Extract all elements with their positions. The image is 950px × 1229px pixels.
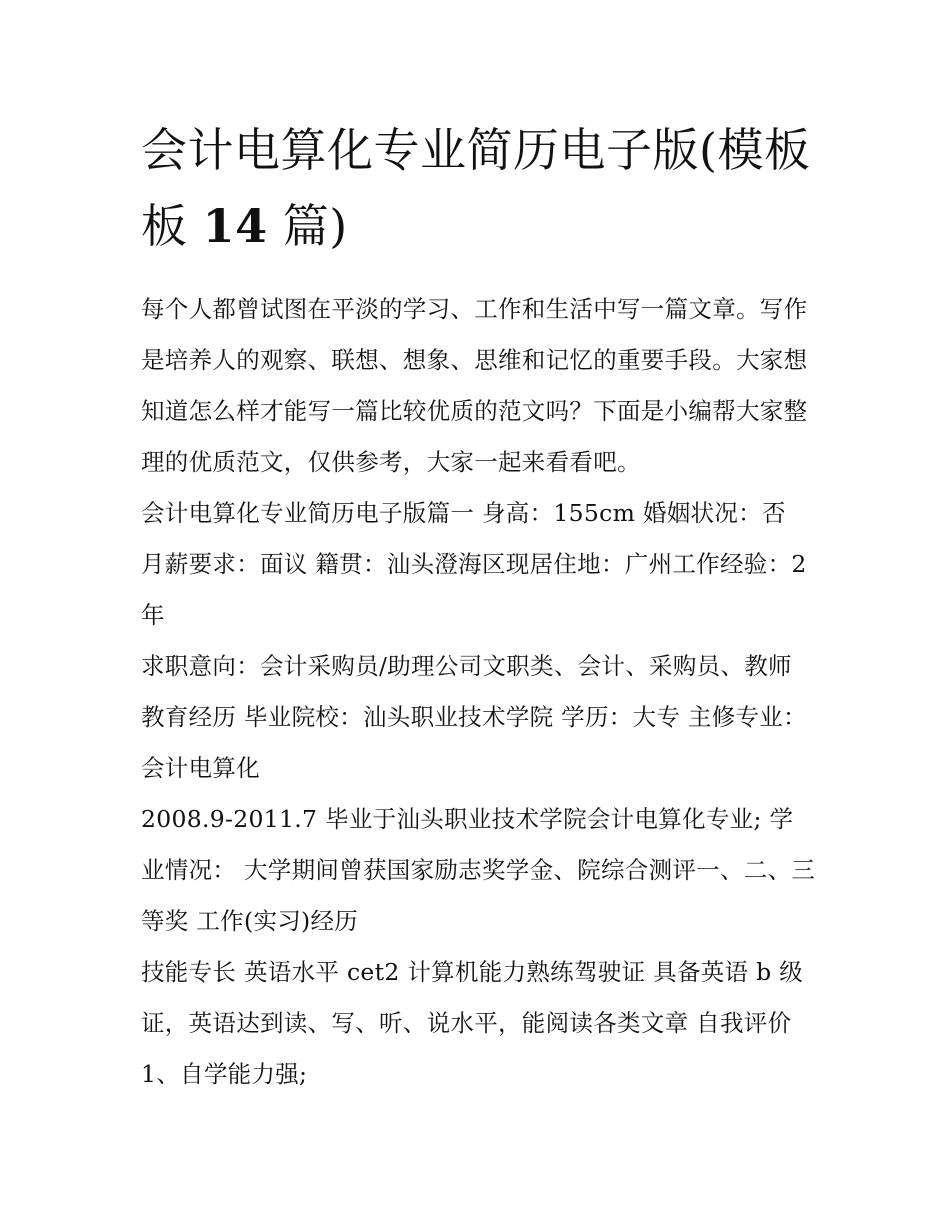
document-title xyxy=(141,112,816,264)
intro-paragraph: 每个人都曾试图在平淡的学习、工作和生活中写一篇文章。写作是培养人的观察、联想、想象、思维和记忆的重要手段。大家想知道怎么样才能写一篇比较优质的范文吗？下面是小编帮大家整理的优质范文，仅供参考，大家一起来看看吧。 xyxy=(141,295,808,476)
job-intention-paragraph: 求职意向：会计采购员/助理公司文职类、会计、采购员、教师 教育经历 毕业院校：汕头职业技术学院 学历：大专 主修专业：会计电算化 xyxy=(141,652,807,782)
skills-paragraph: 技能专长 英语水平 cet2 计算机能力熟练驾驶证 具备英语 b 级证，英语达到读、写、听、说水平，能阅读各类文章 自我评价 1、自学能力强; xyxy=(141,958,804,1088)
document-content xyxy=(141,112,816,1100)
title-end: 篇) xyxy=(282,199,348,253)
title-suffix xyxy=(268,199,283,253)
personal-info-paragraph: 会计电算化专业简历电子版篇一 身高：155cm 婚姻状况：否 月薪要求：面议 籍贯：汕头澄海区现居住地：广州工作经验：2 年 xyxy=(141,499,807,629)
title-number: 14 xyxy=(202,199,268,253)
education-paragraph: 2008.9-2011.7 毕业于汕头职业技术学院会计电算化专业; 学业情况： 大学期间曾获国家励志奖学金、院综合测评一、二、三等奖 工作(实习)经历 xyxy=(141,805,816,935)
title-template-word: 板 xyxy=(141,199,203,253)
title-text: 会计电算化专业简历电子版(模板 xyxy=(141,123,811,177)
